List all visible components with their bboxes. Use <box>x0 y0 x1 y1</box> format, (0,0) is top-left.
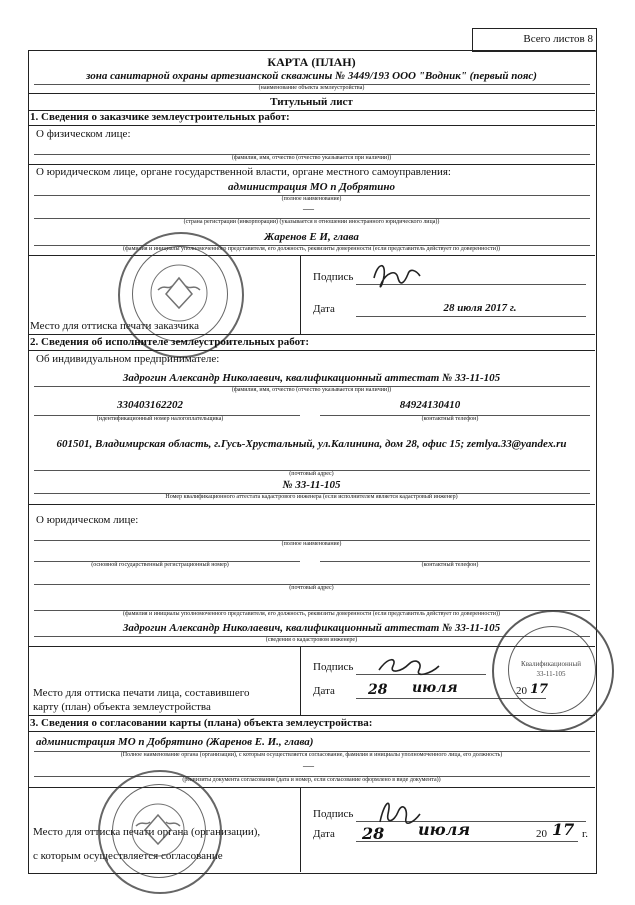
legal-label: О юридическом лице, органе государственной власти, органе местного самоуправления: <box>36 166 451 178</box>
legal-name: администрация МО п Добрятино <box>227 181 396 193</box>
certificate-value: № 33-11-105 <box>282 479 341 491</box>
engineer-stamp-line1: Квалификационный <box>521 660 581 668</box>
s2-signature <box>375 652 445 682</box>
s2-rep-caption: (фамилия и инициалы уполномоченного представителя, его должность, реквизиты доверенности (если представитель действует по доверенности)) <box>123 611 500 617</box>
country-dash: — <box>303 203 314 215</box>
approval-caption: (реквизиты документа согласования (дата и номер, если согласование оформлено в виде документа)) <box>182 777 441 783</box>
entrepreneur-label: Об индивидуальном предпринимателе: <box>36 353 220 365</box>
phone-value: 84924130410 <box>399 399 461 411</box>
s3-date-year-prefix: 20 <box>536 828 547 840</box>
section2-heading: 2. Сведения об исполнителе землеустроительных работ: <box>30 336 310 348</box>
postal-caption: (почтовый адрес) <box>289 585 334 591</box>
ogrn-caption: (основной государственный регистрационный номер) <box>91 562 229 568</box>
object-name-caption: (наименование объекта землеустройства) <box>258 85 365 91</box>
entrepreneur-name-caption: (фамилия, имя, отчество (отчество указывается при наличии)) <box>231 387 392 393</box>
s1-signature <box>368 256 428 296</box>
inn-caption: (идентификационный номер налогоплательщика) <box>96 416 224 422</box>
s3-date-year: 17 <box>552 820 575 839</box>
sheets-box <box>472 28 597 52</box>
contact-phone-caption: (контактный телефон) <box>421 562 479 568</box>
title-page-label: Титульный лист <box>270 96 353 108</box>
legal-name-caption: (полное наименование) <box>281 196 342 202</box>
s3-date-suffix: г. <box>582 828 589 840</box>
approver-seal <box>98 770 222 894</box>
approver-caption: (Полное наименование органа (организации), с которым осуществляется согласование, фамилия и инициалы уполномоченного лица, его должность) <box>120 752 503 758</box>
individual-caption: (фамилия, имя, отчество (отчество указывается при наличии)) <box>231 155 392 161</box>
s1-signature-label: Подпись <box>313 271 354 283</box>
representative: Жаренов Е И, глава <box>264 231 359 243</box>
inn-value: 330403162202 <box>117 399 183 411</box>
engineer-caption: (сведения о кадастровом инженере) <box>265 637 358 643</box>
representative-caption: (фамилия и инициалы уполномоченного представителя, его должность, реквизиты доверенности (если представитель действует по доверенности)) <box>123 246 500 252</box>
s2-date-year-prefix: 20 <box>516 685 527 697</box>
s3-seal-place-line2: с которым осуществляется согласование <box>33 850 223 862</box>
s2-signature-label: Подпись <box>313 661 354 673</box>
s2-date-label: Дата <box>313 685 335 697</box>
engineer-stamp <box>492 610 614 732</box>
s1-seal-place: Место для оттиска печати заказчика <box>30 320 199 332</box>
page-title: КАРТА (ПЛАН) <box>267 55 356 69</box>
section1-heading: 1. Сведения о заказчике землеустроительных работ: <box>30 111 290 123</box>
s2-legal-name-caption: (полное наименование) <box>281 541 342 547</box>
s3-signature-label: Подпись <box>313 808 354 820</box>
s3-date-month: июля <box>418 820 471 839</box>
s1-date-value: 28 июля 2017 г. <box>443 302 517 314</box>
sheets-total: Всего листов 8 <box>523 33 593 45</box>
approver-value: администрация МО п Добрятино (Жаренов Е. И., глава) <box>36 736 314 748</box>
s2-legal-label: О юридическом лице: <box>36 514 139 526</box>
engineer-value: Задрогин Александр Николаевич, квалификационный аттестат № 33-11-105 <box>122 622 501 634</box>
s2-date-day: 28 <box>368 682 388 698</box>
s2-seal-place-line2: карту (план) объекта землеустройства <box>33 701 211 713</box>
address-caption: (почтовый адрес) <box>289 471 334 477</box>
s3-date-day: 28 <box>362 824 385 843</box>
entrepreneur-name: Задрогин Александр Николаевич, квалификационный аттестат № 33-11-105 <box>122 372 501 384</box>
individual-label: О физическом лице: <box>36 128 131 140</box>
approval-dash: — <box>303 760 314 772</box>
s1-date-label: Дата <box>313 303 335 315</box>
country-caption: (страна регистрации (инкорпорации) (указывается в отношении иностранного юридического лица)) <box>183 219 440 225</box>
certificate-caption: Номер квалификационного аттестата кадастрового инженера (если исполнителем является кадастровый инженер) <box>165 494 458 500</box>
engineer-stamp-line2: 33-11-105 <box>536 670 566 678</box>
section3-heading: 3. Сведения о согласовании карты (плана) объекта землеустройства: <box>30 717 373 729</box>
s3-seal-place-line1: Место для оттиска печати органа (организации), <box>33 826 261 838</box>
s2-date-year: 17 <box>530 682 549 697</box>
address-value: 601501, Владимирская область, г.Гусь-Хрустальный, ул.Калинина, дом 28, офис 15; zemlya.33@yandex.ru <box>56 438 567 450</box>
s2-date-month: июля <box>412 680 458 696</box>
object-name: зона санитарной охраны артезианской скважины № 3449/193 ООО "Водник" (первый пояс) <box>86 70 537 82</box>
s2-seal-place-line1: Место для оттиска печати лица, составившего <box>33 687 250 699</box>
s3-date-label: Дата <box>313 828 335 840</box>
phone-caption: (контактный телефон) <box>421 416 479 422</box>
